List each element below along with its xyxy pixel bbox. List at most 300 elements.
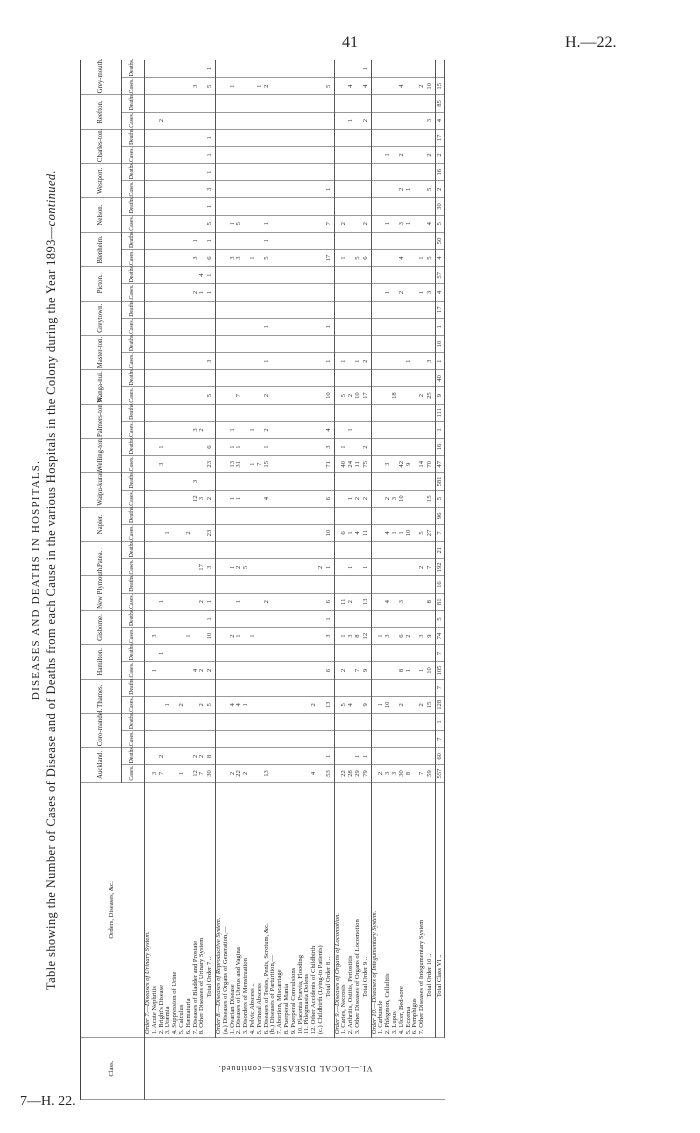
disease-label: 2. Phlegmon, Cellulitis [385, 782, 392, 1038]
count-cell [318, 765, 325, 782]
disease-label: (b.) Diseases of Parturition,— [270, 782, 277, 1038]
count-cell: 12 [193, 490, 200, 507]
count-cell [318, 542, 325, 559]
count-cell [318, 146, 325, 163]
order-heading: Order 7.—Diseases of Urinary System. [145, 782, 152, 1038]
disease-label: 6. Diseases of Testes, Penis, Scrotum, &c. [264, 782, 271, 1038]
count-cell [215, 593, 222, 610]
count-cell [206, 335, 215, 352]
total-label: Total Order 10 .. [426, 782, 435, 1038]
count-cell [215, 439, 222, 456]
count-cell: 2 [362, 112, 371, 129]
deaths-header: Deaths. [122, 129, 145, 146]
count-cell [206, 95, 215, 112]
count-cell [419, 181, 426, 198]
count-cell: 6 [206, 439, 215, 456]
count-cell: 31 [236, 456, 243, 473]
count-cell [206, 421, 215, 438]
count-cell [215, 765, 222, 782]
table-row [223, 60, 230, 1100]
count-cell: 3 [325, 628, 334, 645]
count-cell: 1 [325, 559, 334, 576]
table-row [405, 60, 412, 1100]
count-cell: 17 [325, 250, 334, 267]
count-cell: 2 [159, 112, 166, 129]
count-cell: 2 [179, 696, 186, 713]
count-cell: 4 [348, 696, 355, 713]
count-cell [215, 524, 222, 541]
count-cell: 2 [206, 662, 215, 679]
count-cell [264, 146, 271, 163]
count-cell: 1 [230, 215, 237, 232]
count-cell [215, 542, 222, 559]
count-cell: 9 [362, 662, 371, 679]
count-cell: 3 [348, 628, 355, 645]
count-cell: 17 [199, 559, 206, 576]
count-cell [419, 610, 426, 627]
count-cell: 74 [435, 628, 445, 645]
disease-label: 1. Carbuncle [378, 782, 385, 1038]
count-cell [426, 731, 435, 748]
count-cell [215, 146, 222, 163]
table-body [145, 60, 445, 1100]
count-cell [215, 679, 222, 696]
count-cell [426, 198, 435, 215]
count-cell: 15 [435, 78, 445, 95]
count-cell [264, 645, 271, 662]
count-cell: 1 [405, 662, 412, 679]
count-cell [215, 112, 222, 129]
disease-label: 3. Lupus [392, 782, 399, 1038]
count-cell: 8 [399, 662, 406, 679]
count-cell: 6 [325, 490, 334, 507]
count-cell [355, 95, 362, 112]
count-cell [426, 576, 435, 593]
count-cell [199, 370, 206, 387]
count-cell [215, 318, 222, 335]
count-cell: 1 [230, 490, 237, 507]
hospital-header: Greytown. [81, 301, 122, 335]
count-cell [419, 301, 426, 318]
count-cell [419, 404, 426, 421]
hospital-header: Palmers-ton N. [81, 404, 122, 438]
count-cell [355, 284, 362, 301]
count-cell [419, 146, 426, 163]
deaths-header: Deaths. [122, 748, 145, 765]
title-sub-text: Table showing the Number of Cases of Disease and of Deaths from each Cause in the various Hospitals in the Colony during the Year 1893— [44, 226, 58, 991]
count-cell: 11 [362, 524, 371, 541]
rotated-table-region [30, 60, 670, 1100]
count-cell: 1 [419, 662, 426, 679]
count-cell: 1 [385, 146, 392, 163]
table-row [378, 60, 385, 1100]
count-cell [199, 713, 206, 730]
count-cell: 2 [378, 765, 385, 782]
disease-label: 6. Pemphigus [412, 782, 419, 1038]
count-cell [426, 473, 435, 490]
count-cell: 4 [355, 524, 362, 541]
count-cell [206, 731, 215, 748]
count-cell [215, 507, 222, 524]
count-cell [264, 404, 271, 421]
count-cell [419, 318, 426, 335]
count-cell: 2 [419, 387, 426, 404]
count-cell [325, 95, 334, 112]
footer-reference: 7—H. 22. [20, 1094, 76, 1109]
count-cell [206, 542, 215, 559]
count-cell [318, 524, 325, 541]
count-cell: 1 [355, 353, 362, 370]
count-cell [362, 318, 371, 335]
count-cell: 40 [341, 456, 348, 473]
count-cell: 7 [435, 645, 445, 662]
count-cell: 1 [341, 353, 348, 370]
count-cell: 5 [206, 78, 215, 95]
disease-label: (c.) Childbirth (Lying-in Patients) [318, 782, 325, 1038]
cases-header: Cases. [122, 387, 145, 404]
count-cell [426, 60, 435, 78]
count-cell: 17 [362, 387, 371, 404]
count-cell: 3 [426, 112, 435, 129]
hospital-header: Auckland. [81, 748, 122, 782]
count-cell [264, 370, 271, 387]
count-cell: 4 [264, 490, 271, 507]
hospital-header: Picton. [81, 267, 122, 301]
count-cell [206, 370, 215, 387]
count-cell [318, 112, 325, 129]
count-cell: 2 [199, 748, 206, 765]
count-cell: 7 [159, 765, 166, 782]
count-cell: 7 [236, 387, 243, 404]
count-cell: 29 [355, 765, 362, 782]
count-cell [318, 370, 325, 387]
count-cell: 30 [399, 765, 406, 782]
disease-label: 1. Acute Nephritis [152, 782, 159, 1038]
hospital-header: Patea. [81, 542, 122, 576]
count-cell: 2 [341, 215, 348, 232]
hospital-header: Napier. [81, 507, 122, 541]
count-cell: 4 [385, 593, 392, 610]
disease-label: 5. Eczema [405, 782, 412, 1038]
count-cell: 14 [419, 456, 426, 473]
count-cell: 5 [426, 181, 435, 198]
total-label: Total Order 8 .. [325, 782, 334, 1038]
count-cell [318, 713, 325, 730]
count-cell [318, 250, 325, 267]
count-cell [419, 507, 426, 524]
count-cell [264, 112, 271, 129]
disease-label: 5. Calculus [179, 782, 186, 1038]
count-cell: 4 [236, 696, 243, 713]
count-cell: 2 [399, 696, 406, 713]
count-cell [426, 439, 435, 456]
total-label: Total Order 7 .. [206, 782, 215, 1038]
count-cell: 1 [419, 284, 426, 301]
count-cell [325, 473, 334, 490]
count-cell [426, 301, 435, 318]
count-cell: 57 [435, 267, 445, 284]
count-cell [318, 404, 325, 421]
count-cell: 1 [348, 421, 355, 438]
count-cell [325, 645, 334, 662]
table-row [362, 60, 371, 1100]
count-cell [355, 439, 362, 456]
count-cell [419, 645, 426, 662]
count-cell: 1 [378, 696, 385, 713]
count-cell [264, 662, 271, 679]
count-cell [318, 490, 325, 507]
count-cell [355, 421, 362, 438]
count-cell: 2 [348, 593, 355, 610]
count-cell: 3 [159, 456, 166, 473]
page-reference: H.—22. [565, 34, 617, 51]
count-cell [215, 198, 222, 215]
count-cell: 4 [362, 78, 371, 95]
count-cell [206, 713, 215, 730]
count-cell [199, 610, 206, 627]
cases-header: Cases. [122, 490, 145, 507]
count-cell: 9 [362, 696, 371, 713]
count-cell: 2 [193, 284, 200, 301]
count-cell: 2 [186, 524, 193, 541]
count-cell [355, 232, 362, 249]
count-cell: 1 [341, 439, 348, 456]
count-cell [419, 593, 426, 610]
count-cell: 5 [435, 490, 445, 507]
count-cell [206, 404, 215, 421]
count-cell: 1 [193, 232, 200, 249]
table-row [318, 60, 325, 1100]
count-cell: 2 [362, 439, 371, 456]
title-sub [44, 60, 59, 1100]
hospital-header: Reefton. [81, 95, 122, 129]
disease-label: 9. Puerperal Convulsions [291, 782, 298, 1038]
count-cell [206, 679, 215, 696]
count-cell [355, 645, 362, 662]
cases-header: Cases. [122, 318, 145, 335]
disease-label: 2. Bright's Disease [159, 782, 166, 1038]
count-cell [206, 473, 215, 490]
hospital-header: Charles-ton. [81, 129, 122, 163]
count-cell [325, 507, 334, 524]
count-cell: 1 [236, 593, 243, 610]
count-cell [355, 593, 362, 610]
count-cell [362, 198, 371, 215]
table-row [179, 60, 186, 1100]
count-cell: 3 [193, 250, 200, 267]
count-cell: 9 [426, 628, 435, 645]
cases-header: Cases. [122, 353, 145, 370]
count-cell [426, 95, 435, 112]
count-cell [206, 318, 215, 335]
count-cell: 1 [264, 353, 271, 370]
count-cell [215, 250, 222, 267]
count-cell: 2 [405, 628, 412, 645]
count-cell: 4 [435, 250, 445, 267]
cases-header: Cases. [122, 731, 145, 748]
count-cell: 9 [405, 456, 412, 473]
table-row [371, 60, 378, 1100]
count-cell [362, 232, 371, 249]
count-cell: 2 [399, 284, 406, 301]
count-cell [199, 112, 206, 129]
count-cell: 5 [325, 78, 334, 95]
count-cell: 1 [435, 353, 445, 370]
count-cell: 60 [435, 748, 445, 765]
table-row [199, 60, 206, 1100]
count-cell: 13 [264, 765, 271, 782]
count-cell: 50 [435, 232, 445, 249]
count-cell [215, 456, 222, 473]
count-cell [355, 78, 362, 95]
count-cell [199, 456, 206, 473]
count-cell: 2 [435, 146, 445, 163]
count-cell: 1 [435, 421, 445, 438]
count-cell [419, 731, 426, 748]
count-cell [426, 713, 435, 730]
count-cell [362, 335, 371, 352]
count-cell: 1 [159, 439, 166, 456]
count-cell: 2 [199, 696, 206, 713]
count-cell [426, 164, 435, 181]
table-row [419, 60, 426, 1100]
count-cell [215, 473, 222, 490]
table-row [165, 60, 172, 1100]
count-cell: 1 [236, 490, 243, 507]
count-cell [325, 542, 334, 559]
count-cell [426, 748, 435, 765]
count-cell: 1 [325, 181, 334, 198]
count-cell: 3 [385, 456, 392, 473]
count-cell: 5 [236, 215, 243, 232]
count-cell [355, 559, 362, 576]
count-cell [426, 421, 435, 438]
count-cell [419, 232, 426, 249]
count-cell [318, 628, 325, 645]
count-cell [199, 146, 206, 163]
count-cell [215, 559, 222, 576]
count-cell: 1 [236, 439, 243, 456]
count-cell [355, 370, 362, 387]
count-cell [318, 353, 325, 370]
count-cell [355, 198, 362, 215]
count-cell [318, 731, 325, 748]
count-cell [325, 164, 334, 181]
count-cell: 8 [405, 765, 412, 782]
count-cell [355, 146, 362, 163]
count-cell [355, 731, 362, 748]
cases-header: Cases. [122, 696, 145, 713]
count-cell: 1 [250, 421, 257, 438]
count-cell [355, 129, 362, 146]
count-cell [199, 250, 206, 267]
disease-label: 3. Disorders of Menstruation [243, 782, 250, 1038]
count-cell: 3 [419, 628, 426, 645]
hospital-header-row [81, 60, 122, 1100]
count-cell [264, 335, 271, 352]
count-cell: 1 [199, 284, 206, 301]
disease-label: 8. Other Diseases of Urinary System [199, 782, 206, 1038]
count-cell [362, 284, 371, 301]
count-cell [199, 731, 206, 748]
count-cell: 25 [426, 387, 435, 404]
count-cell [264, 60, 271, 78]
count-cell [199, 645, 206, 662]
count-cell: 3 [399, 215, 406, 232]
count-cell [325, 335, 334, 352]
count-cell [264, 524, 271, 541]
count-cell: 2 [385, 490, 392, 507]
count-cell: 3 [385, 628, 392, 645]
count-cell: 6 [399, 628, 406, 645]
count-cell [318, 335, 325, 352]
count-cell: 1 [243, 696, 250, 713]
count-cell: 2 [362, 215, 371, 232]
count-cell [419, 198, 426, 215]
count-cell: 1 [206, 164, 215, 181]
count-cell [325, 576, 334, 593]
count-cell [355, 60, 362, 78]
count-cell: 7 [426, 559, 435, 576]
count-cell: 1 [179, 765, 186, 782]
count-cell [215, 181, 222, 198]
count-cell [215, 335, 222, 352]
count-cell: 71 [325, 456, 334, 473]
count-cell: 10 [399, 490, 406, 507]
count-cell [419, 748, 426, 765]
count-cell [419, 679, 426, 696]
count-cell [264, 284, 271, 301]
deaths-header: Deaths. [122, 335, 145, 352]
count-cell: 4 [435, 112, 445, 129]
count-cell [318, 318, 325, 335]
count-cell: 1 [348, 559, 355, 576]
count-cell [419, 370, 426, 387]
count-cell [419, 215, 426, 232]
count-cell [362, 645, 371, 662]
count-cell [199, 95, 206, 112]
disease-label: 8. Puerperal Mania [284, 782, 291, 1038]
count-cell: 2 [419, 559, 426, 576]
count-cell [426, 335, 435, 352]
count-cell [325, 404, 334, 421]
count-cell [362, 507, 371, 524]
count-cell [264, 713, 271, 730]
count-cell: 1 [206, 129, 215, 146]
count-cell [426, 542, 435, 559]
count-cell [318, 593, 325, 610]
count-cell: 3 [193, 421, 200, 438]
count-cell: 70 [426, 456, 435, 473]
count-cell [318, 60, 325, 78]
count-cell: 1 [264, 318, 271, 335]
total-label: Total Order 9 .. [362, 782, 371, 1038]
count-cell [419, 335, 426, 352]
count-cell [215, 662, 222, 679]
count-cell [215, 645, 222, 662]
table-row [435, 60, 445, 1100]
count-cell: 1 [250, 456, 257, 473]
count-cell: 40 [435, 370, 445, 387]
count-cell [264, 181, 271, 198]
count-cell: 4 [399, 250, 406, 267]
disease-label: 2. Diseases of Uterus and Vagina [236, 782, 243, 1038]
count-cell [426, 370, 435, 387]
count-cell: 4 [230, 696, 237, 713]
count-cell: 1 [348, 112, 355, 129]
deaths-header: Deaths. [122, 267, 145, 284]
count-cell [199, 507, 206, 524]
